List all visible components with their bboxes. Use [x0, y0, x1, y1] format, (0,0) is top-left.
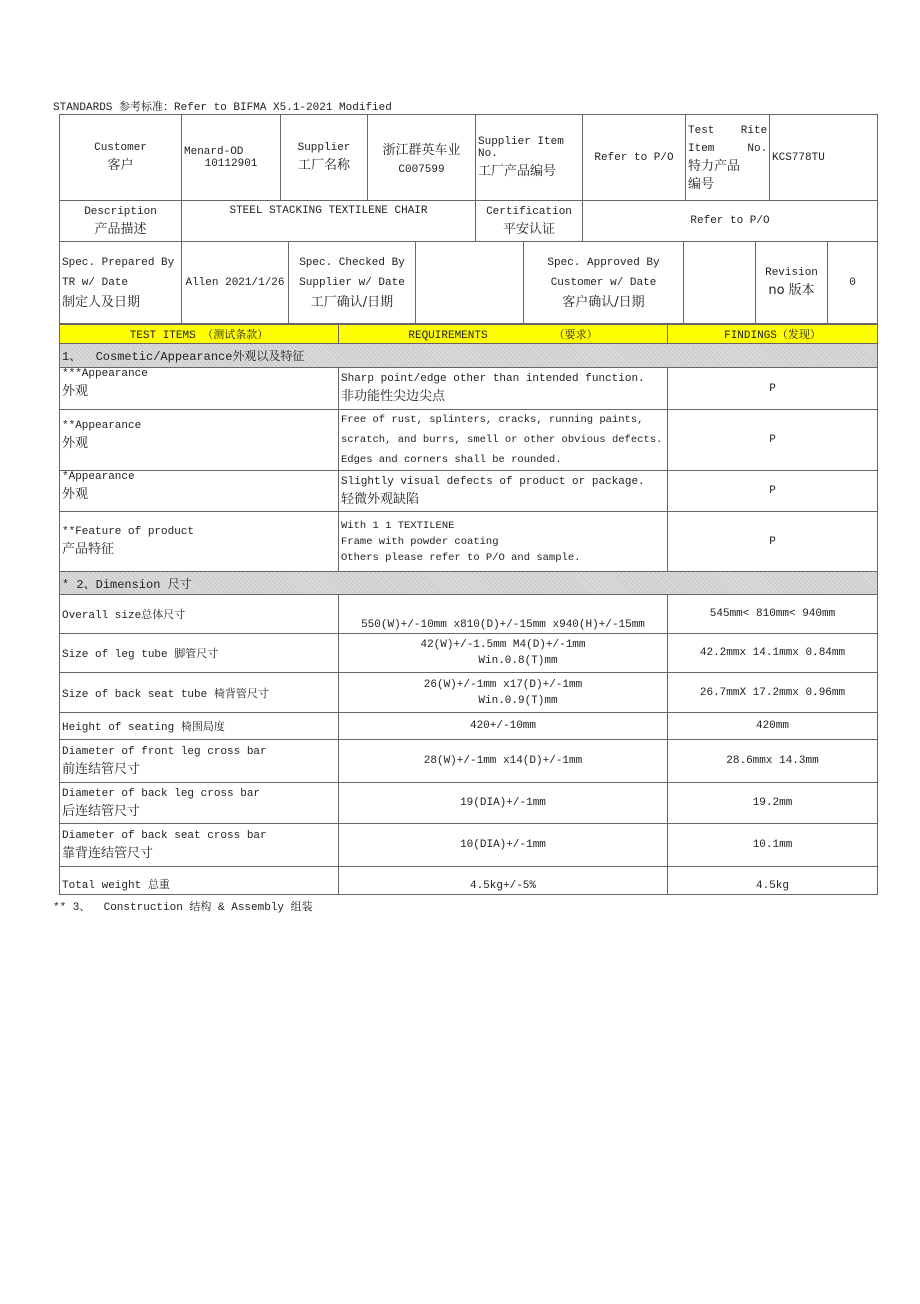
table-row: Overall size总体尺寸 550(W)+/-10mm x810(D)+/-15mm x940(H)+/-15mm 545mm< 810mm< 940mm	[60, 595, 878, 634]
table-row: *Appearance 外观 Slightly visual defects of product or package. 轻微外观缺陷 P	[60, 471, 878, 512]
customer-code: Menard-OD 10112901	[182, 115, 281, 201]
table-row: **Feature of product 产品特征 With 1 1 TEXTILENE Frame with powder coating Others please refer to P/O and sample. P	[60, 512, 878, 572]
supplier-item-label: Supplier Item No. 工厂产品编号	[476, 115, 583, 201]
spec-approval-table	[59, 241, 878, 324]
test-rite-item-value: KCS778TU	[770, 115, 878, 201]
column-header-row	[60, 325, 878, 344]
section-title: * 2、Dimension 尺寸	[60, 572, 878, 595]
revision-value: 0	[828, 242, 878, 324]
table-row: **Appearance 外观 Free of rust, splinters, cracks, running paints, scratch, and burrs, smell or other obvious defects. Edges and corners shall be rounded. P	[60, 410, 878, 471]
certification-value: Refer to P/O	[583, 201, 878, 242]
col-test-items: TEST ITEMS （测试条款）	[60, 325, 339, 344]
section-2-header	[60, 572, 878, 595]
col-findings: FINDINGS（发现）	[668, 325, 878, 344]
col-requirements: REQUIREMENTS （要求）	[339, 325, 668, 344]
customer-label: Customer 客户	[60, 115, 182, 201]
spec-header-table	[59, 114, 878, 242]
prepared-by-label: Spec. Prepared By TR w/ Date 制定人及日期	[60, 242, 182, 324]
test-items-table	[59, 324, 878, 895]
standards-line: STANDARDS 参考标准：Refer to BIFMA X5.1-2021 Modified	[53, 102, 392, 114]
approved-by-label: Spec. Approved By Customer w/ Date 客户确认/日期	[524, 242, 684, 324]
checked-by-label: Spec. Checked By Supplier w/ Date 工厂确认/日期	[289, 242, 416, 324]
table-row: Diameter of back leg cross bar 后连结管尺寸 19(DIA)+/-1mm 19.2mm	[60, 783, 878, 824]
table-row: Diameter of back seat cross bar 靠背连结管尺寸 10(DIA)+/-1mm 10.1mm	[60, 824, 878, 867]
table-row: ***Appearance 外观 Sharp point/edge other than intended function. 非功能性尖边尖点 P	[60, 368, 878, 410]
section-1-header	[60, 344, 878, 368]
supplier-name: 浙江群英车业 C007599	[368, 115, 476, 201]
revision-label: Revision no 版本	[756, 242, 828, 324]
supplier-item-value: Refer to P/O	[583, 115, 686, 201]
test-rite-item-label: Test Rite Item No. 特力产品 编号	[686, 115, 770, 201]
prepared-by-value: Allen 2021/1/26	[182, 242, 289, 324]
table-row: Size of back seat tube 椅背管尺寸 26(W)+/-1mm x17(D)+/-1mm Win.0.9(T)mm 26.7mmX 17.2mmx 0.96mm	[60, 673, 878, 713]
section-title: 1、 Cosmetic/Appearance外观以及特征	[60, 344, 878, 368]
table-row: Total weight 总重 4.5kg+/-5% 4.5kg	[60, 867, 878, 895]
table-row: Diameter of front leg cross bar 前连结管尺寸 28(W)+/-1mm x14(D)+/-1mm 28.6mmx 14.3mm	[60, 740, 878, 783]
description-value: STEEL STACKING TEXTILENE CHAIR	[182, 201, 476, 242]
approved-by-value	[684, 242, 756, 324]
supplier-label: Supplier 工厂名称	[281, 115, 368, 201]
certification-label: Certification 平安认证	[476, 201, 583, 242]
description-label: Description 产品描述	[60, 201, 182, 242]
table-row: Size of leg tube 脚管尺寸 42(W)+/-1.5mm M4(D)+/-1mm Win.0.8(T)mm 42.2mmx 14.1mmx 0.84mm	[60, 634, 878, 673]
section-3-title: ** 3、 Construction 结构 & Assembly 组装	[53, 902, 313, 914]
checked-by-value	[416, 242, 524, 324]
table-row: Height of seating 椅围局度 420+/-10mm 420mm	[60, 713, 878, 740]
